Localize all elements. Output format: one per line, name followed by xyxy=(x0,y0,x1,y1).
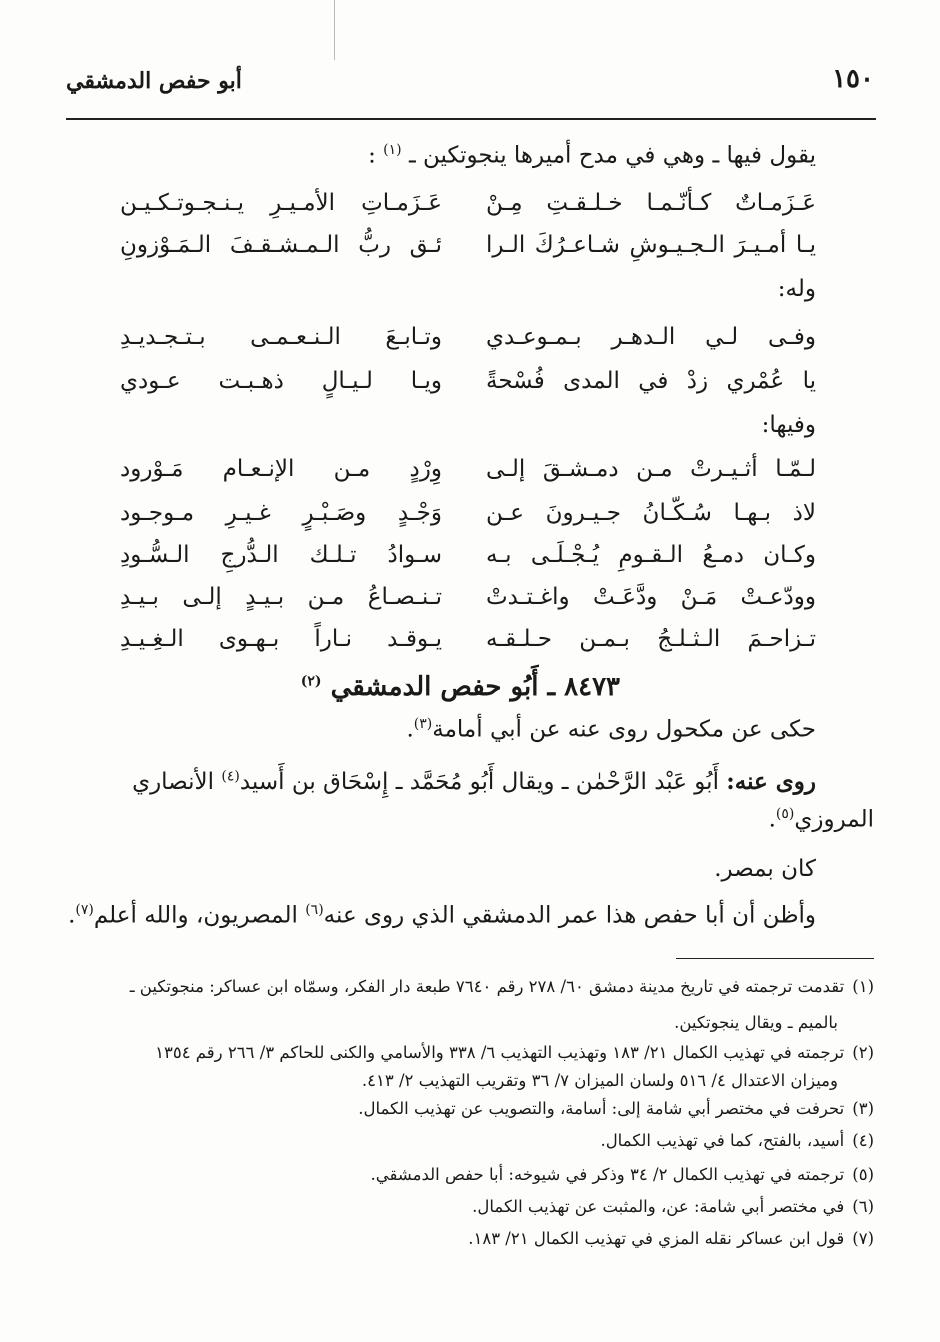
poem3-line4-right: وودّعـتْ مَـنْ ودَّعَـتْ واغـتـدتْ xyxy=(486,584,816,610)
entry-line5-text-continued: المصريون، والله أعلم xyxy=(93,902,298,929)
footnote-text: تحرفت في مختصر أبي شامة إلى: أسامة، والتصويب عن تهذيب الكمال. xyxy=(358,1099,845,1118)
footnote-text: ترجمته في تهذيب الكمال ٢١/ ١٨٣ وتهذيب التهذيب ٦/ ٣٣٨ والأسامي والكنى للحاكم ٣/ ٢٦٦ رقم ١٣٥٤ xyxy=(155,1043,845,1062)
footnote-text: تقدمت ترجمته في تاريخ مدينة دمشق ٦٠/ ٢٧٨ رقم ٧٦٤٠ طبعة دار الفكر، وسمّاه ابن عساكر: منجوتكين ـ xyxy=(129,977,845,996)
entry-line5-end: . xyxy=(68,902,76,929)
poem3-line1-left: وِرْدٍ مـن الإنـعـام مَـوْرود xyxy=(120,456,442,482)
label-wa-fiha: وفيها: xyxy=(761,412,816,438)
poem2-line2-left: ويـا لـيـالٍ ذهـبـت عـودي xyxy=(120,368,442,394)
footnote-ref: (٥) xyxy=(775,806,795,822)
footnote-3 xyxy=(358,1098,874,1119)
entry-line5 xyxy=(68,902,816,930)
poem3-line3-left: سـوادُ تـلـك الـدُّرجِ الـسُّـودِ xyxy=(120,542,442,568)
poem3-line1-right: لـمّـا أثـيـرتْ مـن دمـشـقَ إلـى xyxy=(486,456,816,482)
poem1-line1-left: عَـزَمـاتِ الأمـيـرِ يـنـجـوتـكـيـن xyxy=(120,190,442,216)
rawa-text: أَبُو عَبْد الرَّحْمٰن ـ ويقال أَبُو مُحَمَّد ـ إِسْحَاق بن أَسيد xyxy=(239,769,719,795)
rawa-label: روى عنه: xyxy=(726,768,816,795)
page-number: ١٥٠ xyxy=(832,64,874,94)
footnote-number: (٦) xyxy=(852,1197,874,1216)
footnote-ref: (٧) xyxy=(75,902,94,918)
poem2-line2-right: يا عُمْري زدْ في المدى فُسْحةً xyxy=(486,368,816,394)
footnote-number: (٧) xyxy=(852,1229,874,1248)
footnote-7 xyxy=(468,1228,874,1249)
poem2-line1-right: وفـى لـي الـدهـر بـمـوعـدي xyxy=(486,324,816,350)
footnote-rule xyxy=(676,958,874,959)
entry-line1-text: حكى عن مكحول روى عنه عن أبي أمامة xyxy=(432,716,816,743)
poem3-line5-left: يـوقـد نـاراً بـهـوى الـغِـيـدِ xyxy=(120,626,442,652)
entry-line4: كان بمصر. xyxy=(714,856,816,882)
rawa-text-continued: الأنصاري xyxy=(132,769,215,795)
footnote-text: قول ابن عساكر نقله المزي في تهذيب الكمال ٢١/ ١٨٣. xyxy=(468,1229,845,1248)
footnote-1 xyxy=(130,976,874,997)
footnote-4 xyxy=(600,1130,874,1151)
poem3-line2-right: لاذ بـهـا سُـكّـانُ جـيـرونَ عـن xyxy=(486,500,816,526)
footnote-number: (٥) xyxy=(852,1165,874,1184)
footnote-6 xyxy=(472,1196,874,1217)
footnote-2-cont: وميزان الاعتدال ٤/ ٥١٦ ولسان الميزان ٧/ ٣٦ وتقريب التهذيب ٢/ ٤١٣. xyxy=(361,1071,838,1090)
footnote-ref: (٦) xyxy=(305,902,324,918)
footnote-number: (٤) xyxy=(852,1131,874,1150)
footnote-number: (١) xyxy=(852,977,874,996)
footnote-ref: (٢) xyxy=(300,673,322,690)
entry-number-title: ٨٤٧٣ ـ أَبُو حفص الدمشقي xyxy=(330,672,620,702)
entry-title xyxy=(301,672,620,702)
footnote-text: ترجمته في تهذيب الكمال ٢/ ٣٤ وذكر في شيوخه: أبا حفص الدمشقي. xyxy=(370,1165,845,1184)
footnote-ref: (٤) xyxy=(221,768,240,785)
footnote-text: أسيد، بالفتح، كما في تهذيب الكمال. xyxy=(600,1131,845,1150)
footnote-text: في مختصر أبي شامة: عن، والمثبت عن تهذيب الكمال. xyxy=(472,1197,845,1216)
running-title: أبو حفص الدمشقي xyxy=(66,68,242,94)
poem1-line2-left: ئـق ربُّ الـمـشـقـفَ الـمَـوْزونِ xyxy=(120,232,442,258)
page-header xyxy=(66,64,874,114)
footnote-5 xyxy=(371,1164,874,1185)
page-edge-line xyxy=(334,0,335,60)
header-rule xyxy=(66,118,876,120)
footnote-1-cont: بالميم ـ ويقال ينجوتكين. xyxy=(674,1013,838,1032)
intro-line xyxy=(368,142,816,170)
poem3-line5-right: تـزاحـمَ الـثـلـجُ بـمـن حـلـقـه xyxy=(486,626,816,652)
entry-line3 xyxy=(769,806,874,834)
poem3-line4-left: تـنـصـاعُ مـن بـيـدٍ إلـى بـيـدِ xyxy=(120,584,442,610)
entry-line1 xyxy=(406,716,816,744)
entry-line3-text: المروزي xyxy=(794,806,874,833)
footnote-number: (٣) xyxy=(852,1099,874,1118)
poem3-line3-right: وكـان دمـعُ الـقـومِ يُـجْـلَـى بـه xyxy=(486,542,816,568)
footnote-ref: (١) xyxy=(383,142,402,158)
poem2-line1-left: وتـابـعَ الـنـعـمـى بـتـجـديـدِ xyxy=(120,324,442,350)
entry-line3-end: . xyxy=(768,806,776,833)
entry-line1-end: . xyxy=(406,716,414,743)
poem1-line2-right: يـا أمـيـرَ الـجـيـوشِ شـاعـرُكَ الـرا xyxy=(486,232,816,258)
intro-colon: : xyxy=(368,142,376,169)
label-wa-lahu: وله: xyxy=(777,276,816,302)
footnote-number: (٢) xyxy=(852,1043,874,1062)
poem3-line2-left: وَجْـدٍ وصَـبْـرٍ غـيـرِ مـوجـود xyxy=(120,500,442,526)
entry-line5-text: وأظن أن أبا حفص هذا عمر الدمشقي الذي روى عنه xyxy=(323,902,816,929)
entry-rawa-line xyxy=(132,768,816,797)
intro-text: يقول فيها ـ وهي في مدح أميرها ينجوتكين ـ xyxy=(408,142,816,169)
poem1-line1-right: عَـزَمـاتٌ كـأنّـمـا خـلـقـتِ مِـنْ xyxy=(486,190,816,216)
footnote-2 xyxy=(155,1042,874,1063)
footnote-ref: (٣) xyxy=(413,716,433,732)
